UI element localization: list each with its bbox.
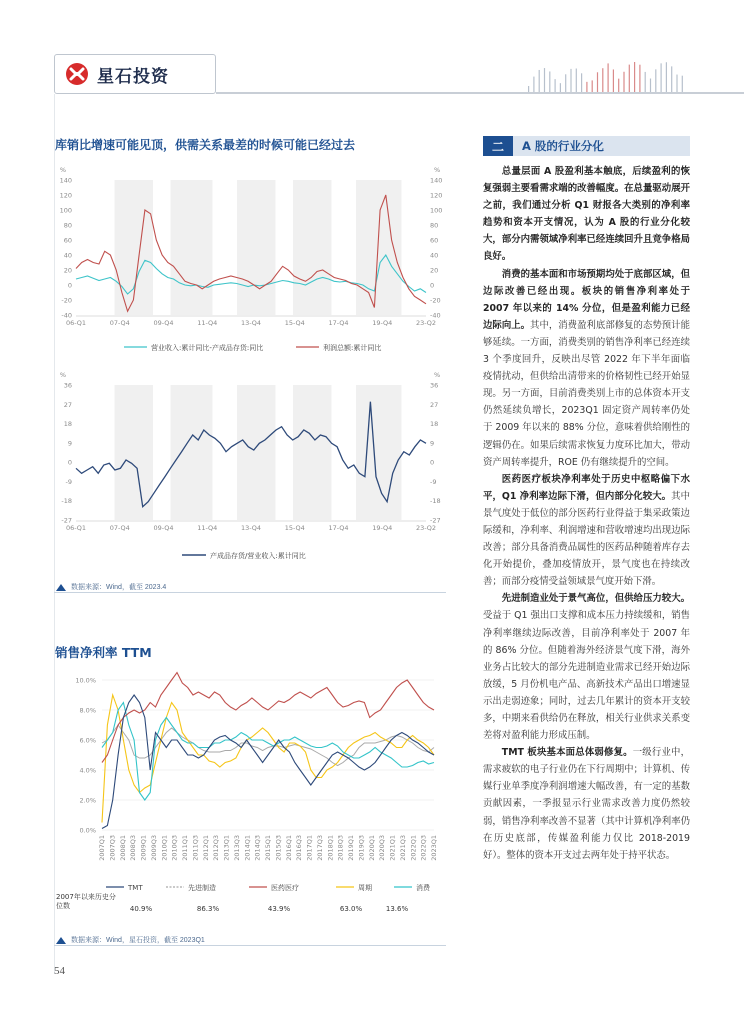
x-tick-label: 2010Q3 [170,835,179,861]
x-tick-label: 2014Q3 [253,835,262,861]
x-tick-label: 09-Q4 [153,524,174,532]
shaded-band [115,385,154,520]
decor-bar [618,79,619,92]
triangle-icon [56,584,66,591]
y-tick-label: 8.0% [79,706,96,715]
x-tick-label: 2018Q1 [326,835,335,861]
x-tick-label: 2011Q1 [181,835,189,861]
y-tick-label: -20 [61,296,72,305]
decor-bar [629,65,630,92]
decor-bar [608,63,609,92]
y-tick-label: -18 [430,497,441,506]
y-tick-label: 40 [430,251,439,260]
x-tick-label: 23-Q2 [415,524,437,532]
x-tick-label: 2012Q3 [212,835,221,861]
y-tick-label: 9 [67,439,72,448]
triangle-icon [56,937,66,944]
x-tick-label: 11-Q4 [197,319,218,327]
legend-label: 营业收入:累计同比-产成品存货:同比 [151,344,264,352]
shaded-band [237,385,276,520]
percentile-advanced-manufacturing: 86.3% [196,905,220,913]
x-tick-label: 09-Q4 [153,319,174,327]
decor-bar [539,70,540,92]
decor-bar [661,63,662,92]
x-tick-label: 2023Q1 [430,835,438,861]
decor-bar [592,80,593,92]
unit-label: % [434,371,441,379]
shaded-band [171,180,213,315]
decor-bar [676,75,677,92]
y-tick-label: 20 [63,266,72,275]
x-tick-label: 2017Q3 [315,835,324,861]
x-tick-label: 2015Q1 [264,835,272,861]
y-tick-label: 18 [430,420,439,429]
x-tick-label: 06-Q1 [65,319,87,327]
y-tick-label: 20 [430,266,439,275]
article-body [483,163,690,864]
percentile-medical: 43.9% [267,905,291,913]
shaded-band [237,180,276,315]
percentile-label: 2007年以来历史分位数 [56,893,116,910]
brand-mark-icon [65,62,89,86]
x-tick-label: 23-Q2 [415,319,437,327]
y-tick-label: -9 [430,477,437,486]
unit-label: % [59,166,66,174]
source-note-2: 数据来源：Wind，星石投资，截至 2023Q1 [56,935,205,945]
x-tick-label: 15-Q4 [284,319,305,327]
series-tmt [102,695,434,829]
percentile-cyclical: 63.0% [339,905,363,913]
x-tick-label: 19-Q4 [372,319,393,327]
legend-label: 周期 [358,884,372,892]
y-tick-label: 80 [63,221,72,230]
legend-label: 医药医疗 [271,884,299,892]
y-tick-label: -40 [61,311,72,320]
legend-label: 先进制造 [188,884,216,892]
page-number: 54 [54,965,65,977]
x-tick-label: 2022Q3 [419,835,428,861]
shaded-band [293,180,332,315]
y-tick-label: 10.0% [75,676,96,685]
y-tick-label: 0 [67,458,72,467]
y-tick-label: 18 [63,420,72,429]
x-tick-label: 2009Q3 [149,835,158,861]
legend-label: 产成品存货/营业收入:累计同比 [210,552,306,560]
decor-bar [597,72,598,92]
decor-bar [528,86,529,92]
section-number: 二 [483,136,513,156]
x-tick-label: 2016Q3 [295,835,304,861]
header-decorative-bars [528,60,688,92]
decor-bar [565,74,566,92]
unit-label: % [434,166,441,174]
y-tick-label: 0.0% [79,826,96,835]
y-tick-label: -20 [430,296,441,305]
x-tick-label: 2012Q1 [201,835,210,861]
x-tick-label: 19-Q4 [372,524,393,532]
x-tick-label: 2007Q3 [108,835,117,861]
y-tick-label: 40 [63,251,72,260]
paragraph: 先进制造业处于景气高位，但供给压力较大。受益于 Q1 强出口支撑和成本压力持续缓和，销售净利率继续边际改善，目前净利率处于 2007 年的 86% 分位。但随着海外经济景气度下滑，海外业务占比较大的部分先进制造业需求已经开始边际放缓，5 月份机电产品、高新技术产品出口增速显示出走弱迹象；同时，过去几年累计的资本开支较多，中期来看供给仍在释放，相关行业供求关系变差将对盈利能力形成压制。 [483,593,690,742]
decor-bar [544,68,545,92]
y-tick-label: 100 [59,206,72,215]
x-tick-label: 2010Q1 [160,835,169,861]
shaded-band [293,385,332,520]
shaded-band [356,180,402,315]
x-tick-label: 2009Q1 [139,835,148,861]
y-tick-label: 36 [430,381,439,390]
decor-bar [634,62,635,92]
decor-bar [533,77,534,92]
series-consumer [102,703,434,801]
decor-bar [639,65,640,92]
x-tick-label: 11-Q4 [197,524,218,532]
decor-bar [586,82,587,92]
x-tick-label: 2019Q1 [347,835,355,861]
decor-bar [623,72,624,92]
decor-bar [671,66,672,92]
x-tick-label: 2008Q1 [118,835,127,861]
x-tick-label: 2015Q3 [274,835,283,861]
decor-bar [581,73,582,92]
y-tick-label: 36 [63,381,72,390]
decor-bar [602,68,603,92]
decor-bar [555,79,556,92]
unit-label: % [59,371,66,379]
x-tick-label: 17-Q4 [328,524,349,532]
x-tick-label: 2017Q1 [305,835,314,861]
brand-logo [54,54,216,94]
legend-label: 利润总额:累计同比 [323,344,382,352]
x-tick-label: 2007Q1 [98,835,106,861]
y-tick-label: 6.0% [79,736,96,745]
y-tick-label: 27 [430,400,439,409]
paragraph: 医药医疗板块净利率处于历史中枢略偏下水平，Q1 净利率边际下滑，但内部分化较大。其中景气度处于低位的部分医药行业得益于集采政策边际缓和，净利率、利润增速和营收增速均出现边际改善；部分具备消费品属性的医药品种随着库存去化开始提价，叠加疫情放开，景气度也在持续改善；而部分疫情受益领域景气度开始下滑。 [483,473,690,588]
decor-bar [645,72,646,92]
brand-name: 星石投资 [97,66,169,87]
section-header [483,136,690,156]
y-tick-label: 60 [430,236,439,245]
x-tick-label: 13-Q4 [240,319,262,327]
y-tick-label: 9 [430,439,435,448]
y-tick-label: 140 [430,176,443,185]
y-tick-label: 4.0% [79,766,96,775]
x-tick-label: 2019Q3 [357,835,366,861]
x-tick-label: 17-Q4 [328,319,349,327]
decor-bar [576,69,577,92]
legend-label: TMT [128,884,143,892]
y-tick-label: 120 [430,191,443,200]
y-tick-label: 120 [59,191,72,200]
decor-bar [655,69,656,92]
x-tick-label: 2020Q3 [378,835,387,861]
paragraph: TMT 板块基本面总体弱修复。一级行业中，需求疲软的电子行业仍在下行周期中；计算机、传媒行业单季度净利润增速大幅改善，有一定的基数贡献因素，一季报显示行业需求改善力度仍然较弱，销售净利率改善不显著（其中计算机净利率仍在历史底部，传媒盈利能力仅比 2018-2019 好）。整体的资本开支过去两年处于持平状态。 [483,747,690,861]
y-tick-label: -27 [430,516,441,525]
x-tick-label: 2021Q1 [388,835,397,861]
x-tick-label: 15-Q4 [284,524,305,532]
decor-bar [613,69,614,92]
paragraph: 总量层面 A 股盈利基本触底，后续盈利的恢复强弱主要看需求端的改善幅度。在总量驱动展开之前，我们通过分析 Q1 财报各大类别的净利率趋势和资本开支情况，认为 A 股的行业分化较大，部分内需领域净利率已经连续回升且竞争格局良好。 [483,166,690,263]
decor-bar [560,83,561,92]
x-tick-label: 13-Q4 [240,524,262,532]
x-tick-label: 2016Q1 [284,835,293,861]
x-tick-label: 2022Q1 [409,835,418,861]
source-rule-2 [54,945,446,946]
x-tick-label: 2018Q3 [336,835,345,861]
x-tick-label: 06-Q1 [65,524,87,532]
x-tick-label: 2013Q3 [232,835,241,861]
y-tick-label: 27 [63,400,72,409]
x-tick-label: 2008Q3 [129,835,138,861]
y-tick-label: 60 [63,236,72,245]
source-note-1: 数据来源：Wind，截至 2023.4 [56,582,166,592]
y-tick-label: 140 [59,176,72,185]
shaded-band [171,385,213,520]
y-tick-label: 0 [67,281,72,290]
x-tick-label: 07-Q4 [109,524,130,532]
chart2-line-chart [54,365,449,570]
y-tick-label: 0 [430,458,435,467]
chart3-line-chart [54,664,449,892]
decor-bar [682,76,683,92]
section-title: A 股的行业分化 [522,139,604,153]
y-tick-label: 100 [430,206,443,215]
source-rule-1 [54,592,446,593]
x-tick-label: 2021Q3 [398,835,407,861]
chart3-title: 销售净利率 TTM [55,645,152,660]
x-tick-label: 2020Q1 [367,835,376,861]
shaded-band [356,385,402,520]
y-tick-label: 0 [430,281,435,290]
decor-bar [549,71,550,92]
x-tick-label: 2014Q1 [243,835,252,861]
decor-bar [666,62,667,92]
decor-bar [570,69,571,92]
paragraph: 消费的基本面和市场预期均处于底部区域，但边际改善已经出现。板块的销售净利率处于 2007 年以来的 14% 分位，但是盈利能力已经边际向上。其中，消费盈利底部修复的态势预计能够延续。一方面，消费类别的销售净利率已经连续 3 个季度回升，反映出尽管 2022 年下半年面临疫情扰动，但供给出清带来的价格韧性已经开始显现。另一方面，目前消费类别上市的总体资本开支仍然延续负增长，2023Q1 固定资产周转率仍处于 2009 年以来的 88% 分位，意味着供给刚性的逻辑仍在。如果后续需求恢复力度环比加大，带动资产周转率提升，ROE 仍有继续提升的空间。 [483,268,690,468]
legend-label: 消费 [416,884,430,892]
percentile-tmt: 40.9% [129,905,153,913]
y-tick-label: 80 [430,221,439,230]
header-rule [216,92,744,94]
decor-bar [650,78,651,92]
y-tick-label: -9 [65,477,72,486]
percentile-consumer: 13.6% [385,905,409,913]
x-tick-label: 2013Q1 [222,835,231,861]
y-tick-label: -27 [61,516,72,525]
y-tick-label: -40 [430,311,441,320]
chart1-line-chart [54,160,449,360]
y-tick-label: -18 [61,497,72,506]
x-tick-label: 2011Q3 [191,835,200,861]
chart1-title: 库销比增速可能见顶，供需关系最差的时候可能已经过去 [55,138,356,152]
y-tick-label: 2.0% [79,796,96,805]
x-tick-label: 07-Q4 [109,319,130,327]
